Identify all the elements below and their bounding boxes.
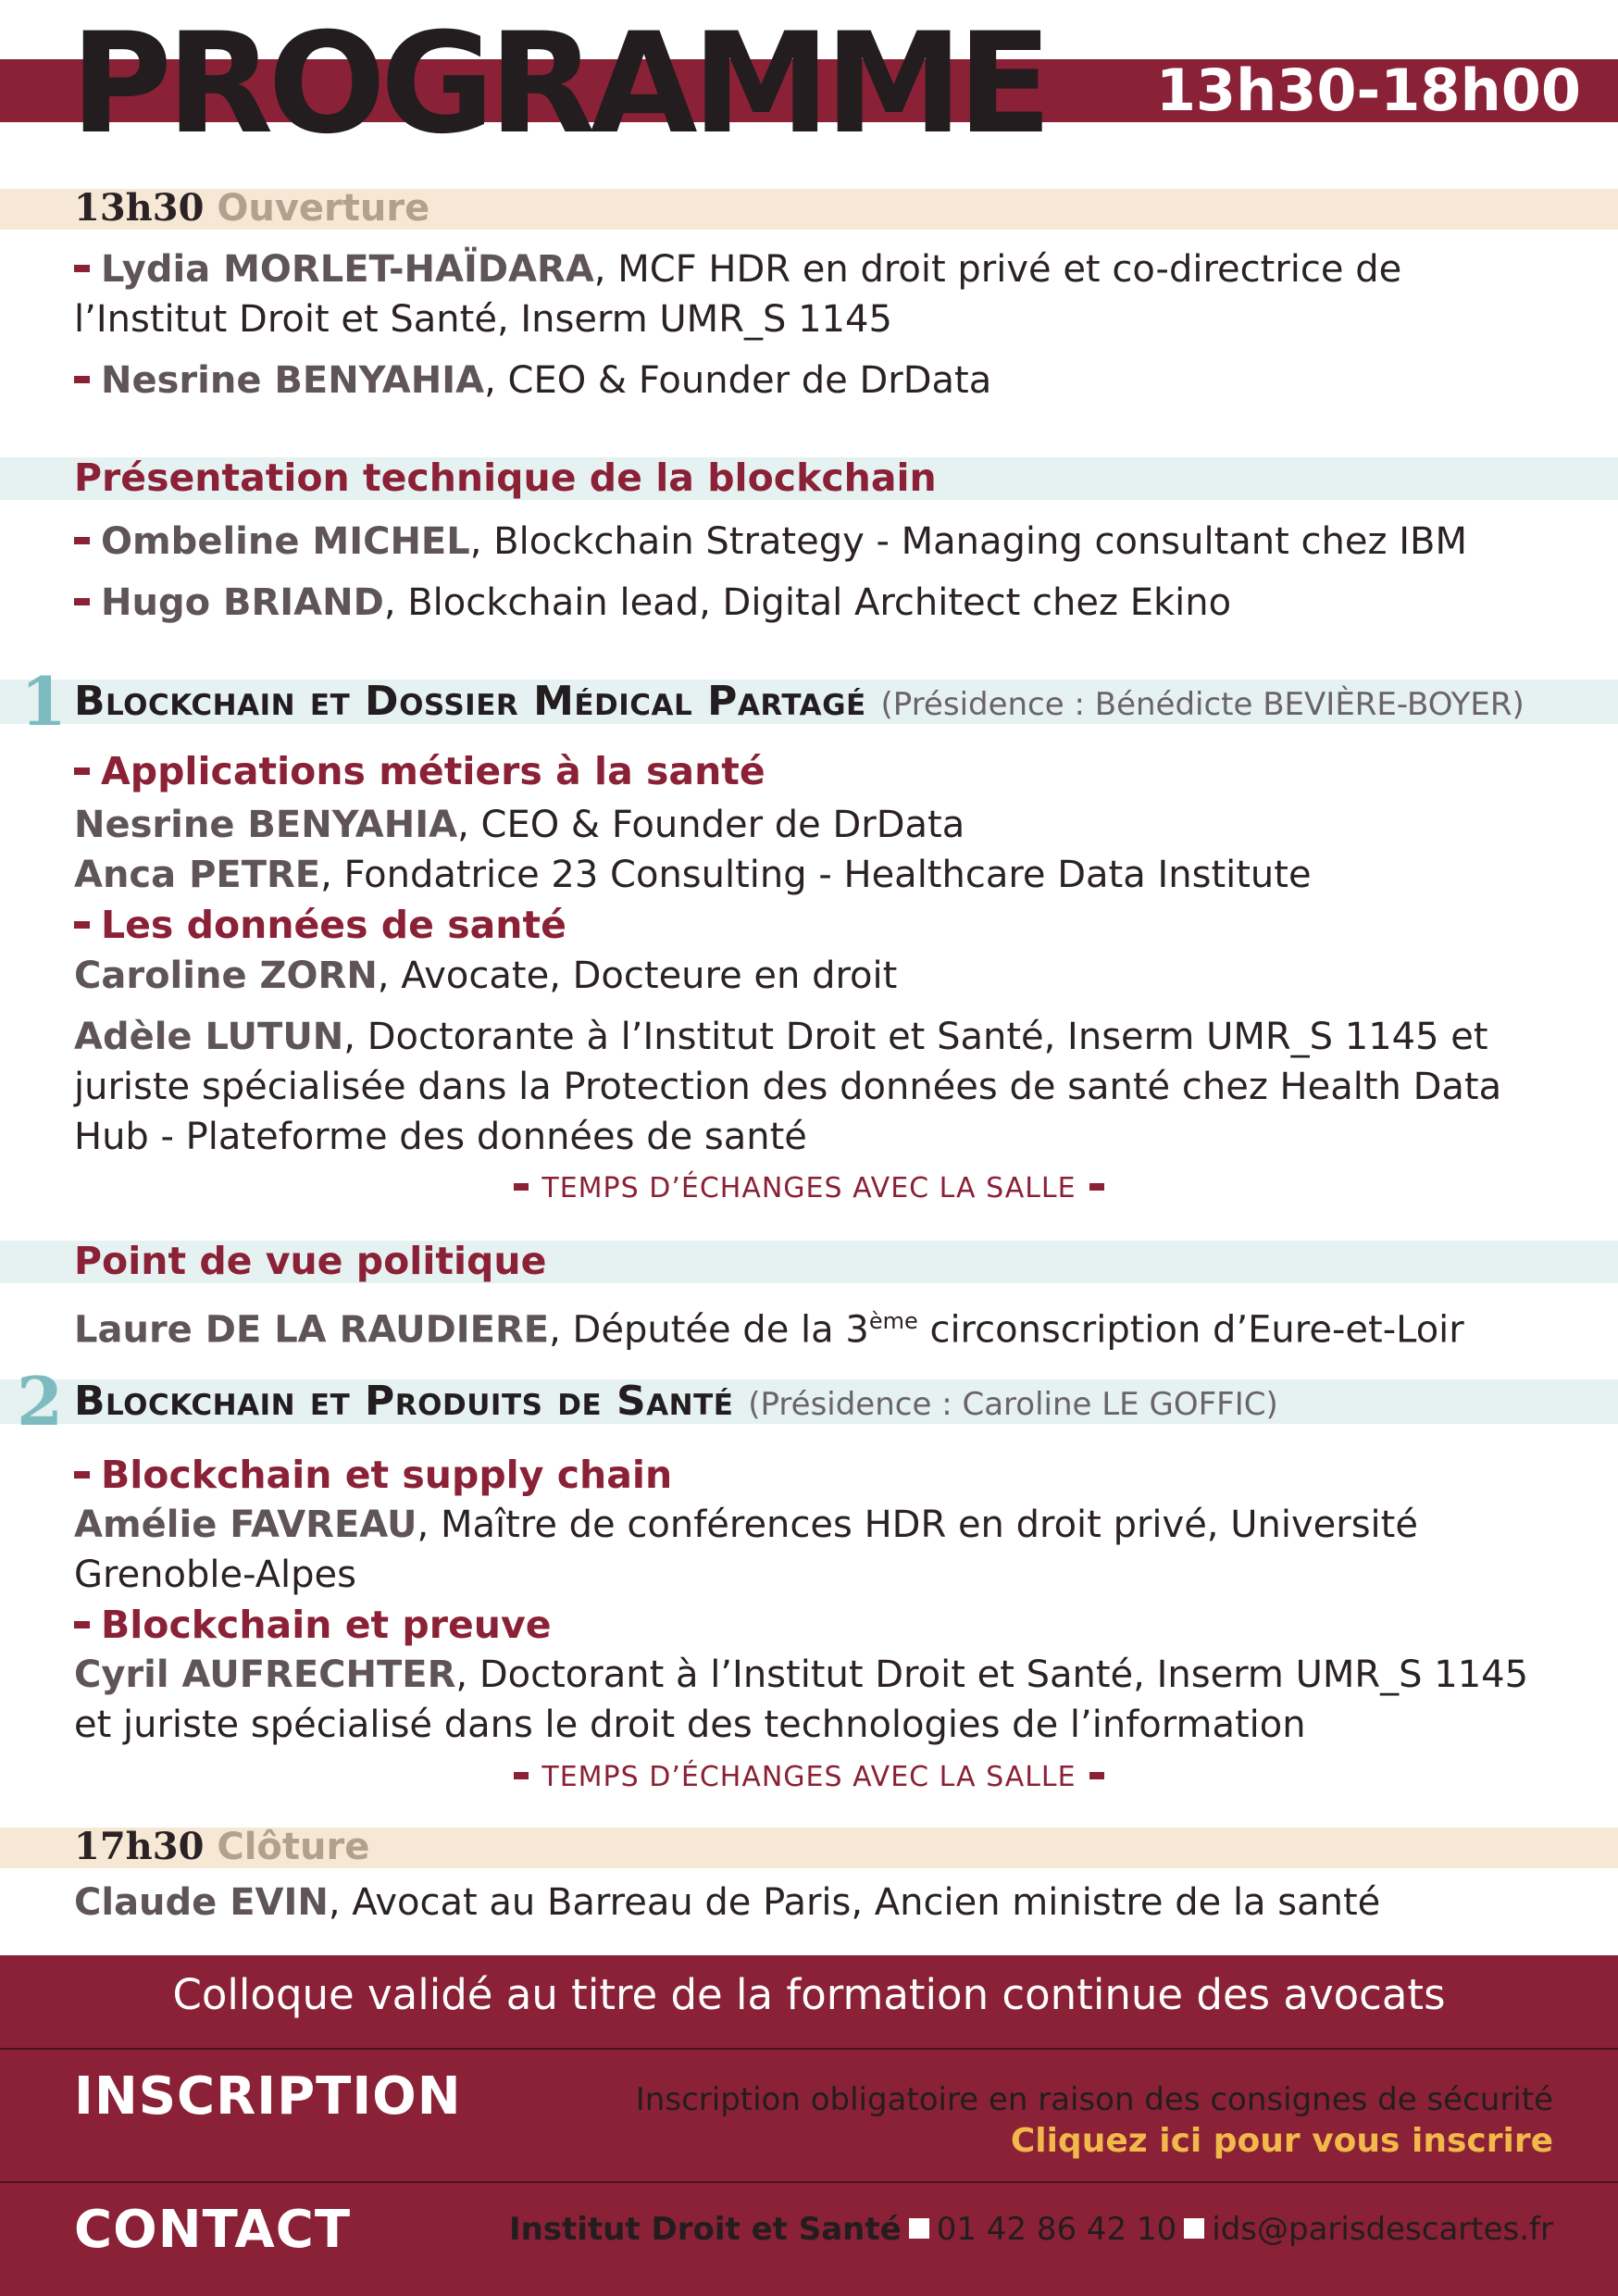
contact-heading: CONTACT [74,2200,352,2260]
opening-heading [74,185,429,231]
footer-divider [0,2048,1618,2050]
bullet-icon [1089,1772,1104,1779]
speaker-item [74,1012,1555,1162]
opening-time: 13h30 [74,186,205,230]
inscription-heading: INSCRIPTION [74,2066,462,2127]
separator-square-icon [909,2218,929,2239]
session2-presidence: (Présidence : Caroline LE GOFFIC) [748,1386,1278,1423]
speaker-role-continued: circonscription d’Eure-et-Loir [917,1308,1464,1352]
speaker-name: Cyril AUFRECHTER [74,1653,456,1696]
bullet-icon [74,1471,90,1479]
speaker-role: , Blockchain Strategy - Managing consultant chez IBM [469,520,1467,563]
session2-title: Blockchain et Produits de Santé [74,1378,734,1425]
exchange-label: TEMPS D’ÉCHANGES AVEC LA SALLE [541,1172,1077,1204]
speaker-role: , Doctorante à l’Institut Droit et Santé, Inserm UMR_S 1145 et juriste spécialisée dans la Protection des données de santé chez Health Data Hub - Plateforme des données de santé [74,1016,1502,1158]
subsection-heading [74,746,765,797]
speaker-role: , Députée de la 3 [549,1308,869,1352]
bullet-icon [74,537,90,544]
speaker-name: Amélie FAVREAU [74,1504,417,1546]
politics-heading: Point de vue politique [74,1239,547,1283]
validation-notice: Colloque validé au titre de la formation continue des avocats [172,1970,1446,2019]
exchange-note [0,1172,1618,1204]
speaker-role: , Maître de conférences HDR en droit privé, Université Grenoble-Alpes [74,1504,1418,1596]
speaker-role: , Blockchain lead, Digital Architect chez Ekino [383,581,1232,624]
speaker-item [74,850,1312,900]
subsection-title: Blockchain et preuve [101,1603,552,1647]
subsection-title: Applications métiers à la santé [101,749,765,793]
speaker-role: , CEO & Founder de DrData [457,804,965,846]
closing-time: 17h30 [74,1825,205,1868]
speaker-item [74,517,1467,567]
inscription-note: Inscription obligatoire en raison des consignes de sécurité [635,2081,1553,2118]
speaker-role: , Fondatrice 23 Consulting - Healthcare Data Institute [320,854,1312,896]
speaker-item [74,1878,1380,1928]
bullet-icon [74,767,90,775]
separator-square-icon [1184,2218,1204,2239]
bullet-icon [1089,1183,1104,1191]
speaker-role: , MCF HDR en droit privé et co-directrice de [593,248,1402,291]
speaker-item [74,1500,1500,1600]
subsection-title: Les données de santé [101,903,566,947]
session1-title: Blockchain et Dossier Médical Partagé [74,678,866,725]
bullet-icon [74,265,90,272]
speaker-role: , Doctorant à l’Institut Droit et Santé, Inserm UMR_S 1145 et juriste spécialisé dans le droit des technologies de l’information [74,1653,1529,1746]
speaker-name: Ombeline MICHEL [101,520,470,563]
footer-divider [0,2181,1618,2183]
bullet-icon [514,1183,529,1191]
speaker-name: Laure DE LA RAUDIERE [74,1308,550,1352]
speaker-name: Nesrine BENYAHIA [101,359,485,402]
opening-label: Ouverture [217,187,430,230]
bullet-icon [74,921,90,929]
contact-details [509,2211,1553,2248]
subsection-heading [74,1450,672,1501]
speaker-role-continued: l’Institut Droit et Santé, Inserm UMR_S 1145 [74,298,892,341]
bullet-icon [74,376,90,383]
bullet-icon [514,1772,529,1779]
register-link[interactable]: Cliquez ici pour vous inscrire [1010,2122,1553,2160]
speaker-name: Caroline ZORN [74,955,378,997]
contact-phone[interactable]: 01 42 86 42 10 [936,2211,1177,2248]
speaker-name: Claude EVIN [74,1881,329,1924]
speaker-item [74,1650,1555,1750]
schedule-time-range: 13h30-18h00 [1155,56,1581,124]
subsection-title: Blockchain et supply chain [101,1453,673,1497]
subsection-heading [74,900,566,951]
closing-label: Clôture [217,1826,370,1868]
speaker-item [74,578,1231,628]
session1-heading [74,676,1525,730]
bullet-icon [74,1621,90,1628]
speaker-item [74,356,991,406]
speaker-name: Nesrine BENYAHIA [74,804,458,846]
bullet-icon [74,598,90,605]
speaker-role: , Avocat au Barreau de Paris, Ancien ministre de la santé [328,1881,1381,1924]
subsection-heading [74,1600,552,1651]
ordinal-superscript: ème [868,1308,918,1334]
exchange-label: TEMPS D’ÉCHANGES AVEC LA SALLE [541,1761,1077,1793]
speaker-name: Anca PETRE [74,854,321,896]
speaker-item [74,244,1401,294]
closing-heading [74,1824,369,1870]
contact-organization: Institut Droit et Santé [508,2211,902,2248]
speaker-role: , CEO & Founder de DrData [484,359,992,402]
session1-presidence: (Présidence : Bénédicte BEVIÈRE-BOYER) [880,686,1525,723]
speaker-role: , Avocate, Docteure en droit [377,955,898,997]
contact-email[interactable]: ids@parisdescartes.fr [1212,2211,1553,2248]
page-title: PROGRAMME [70,4,1047,165]
speaker-item [74,951,897,1001]
tech-heading: Présentation technique de la blockchain [74,455,937,500]
exchange-note [0,1761,1618,1793]
speaker-name: Lydia MORLET-HAÏDARA [101,248,594,291]
speaker-item [74,800,965,850]
speaker-name: Hugo BRIAND [101,581,384,624]
session2-number: 2 [17,1362,64,1441]
session1-number: 1 [20,662,68,741]
speaker-item [74,1296,1464,1354]
speaker-name: Adèle LUTUN [74,1016,344,1058]
session2-heading [74,1376,1278,1430]
